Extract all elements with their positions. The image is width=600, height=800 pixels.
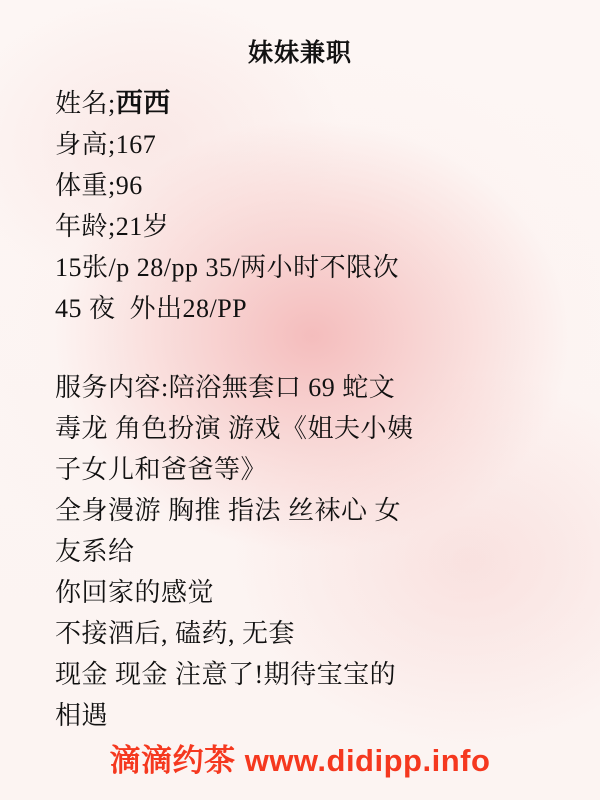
text-line: 体重;96: [55, 171, 143, 200]
text-line: 服务内容:陪浴無套口 69 蛇文: [55, 373, 396, 402]
text-line: 现金 现金 注意了!期待宝宝的: [55, 660, 397, 689]
text-line: 不接酒后, 磕药, 无套: [55, 619, 296, 648]
paragraph-spacer: [55, 329, 576, 367]
info-block: [0, 83, 600, 736]
text-line: 45 夜 外出28/PP: [55, 294, 248, 323]
footer-website-text: 滴滴约茶 www.didipp.info: [109, 743, 491, 778]
text-line: 你回家的感觉: [55, 578, 215, 607]
text-line: 相遇: [55, 701, 109, 730]
text-line: [55, 83, 576, 124]
line-value: 西西: [115, 88, 171, 118]
text-line: 年龄;21岁: [55, 212, 170, 241]
text-line: 友系给: [55, 537, 135, 566]
text-line: 全身漫游 胸推 指法 丝袜心 女: [55, 496, 402, 525]
page-title: 妹妹兼职: [247, 40, 352, 67]
line-prefix: 姓名;: [55, 89, 116, 118]
text-line: 身高;167: [55, 130, 157, 159]
text-line: 子女儿和爸爸等》: [55, 455, 268, 484]
footer-banner: [0, 735, 600, 780]
text-line: 15张/p 28/pp 35/两小时不限次: [55, 253, 400, 282]
text-line: 毒龙 角色扮演 游戏《姐夫小姨: [55, 414, 414, 443]
